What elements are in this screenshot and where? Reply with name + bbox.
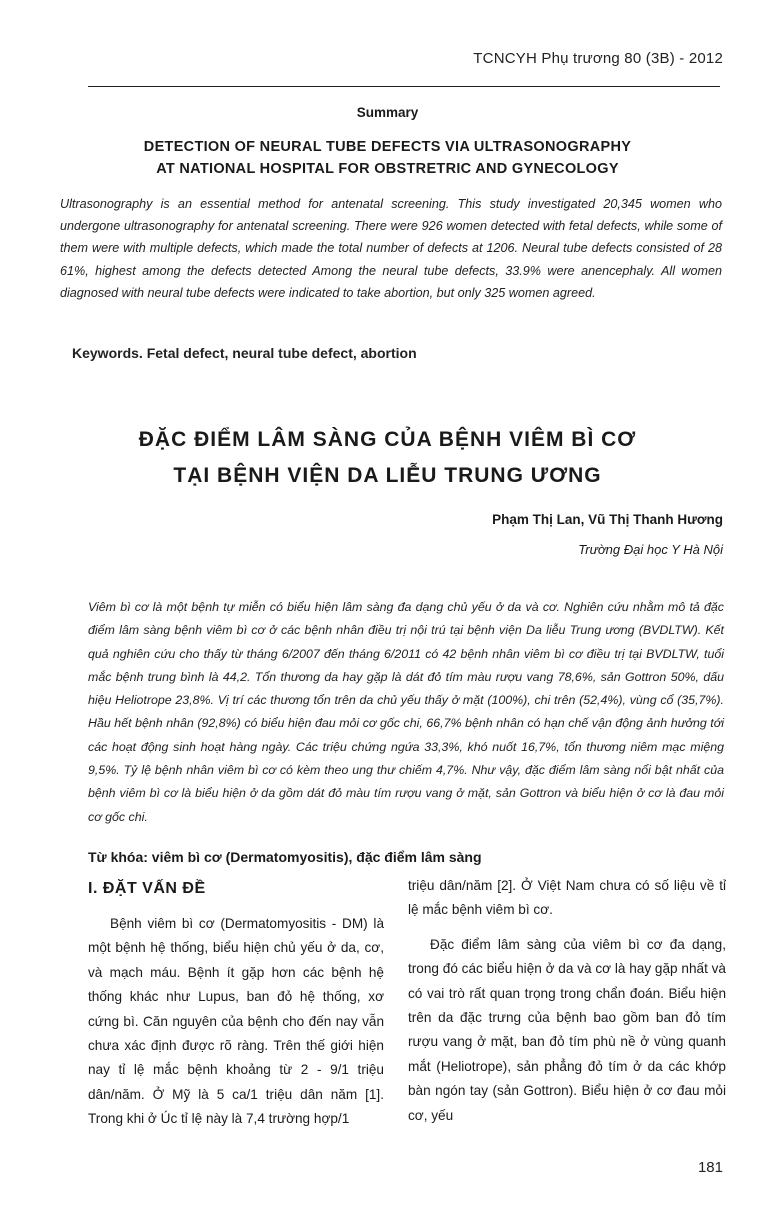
body-column-left xyxy=(88,912,384,1132)
summary-keywords xyxy=(72,345,417,361)
keywords-label: Keywords. xyxy=(72,345,143,361)
body-paragraph: triệu dân/năm [2]. Ở Việt Nam chưa có số liệu về tỉ lệ mắc bệnh viêm bì cơ. xyxy=(408,878,726,918)
summary-title-line-1: DETECTION OF NEURAL TUBE DEFECTS VIA ULTRASONOGRAPHY xyxy=(143,139,632,155)
body-paragraph: Đặc điểm lâm sàng của viêm bì cơ đa dạng, trong đó các biểu hiện ở da và cơ là hay gặp nhất và có vai trò rất quan trọng trong chẩn đoán. Biểu hiện trên da đặc trưng của bệnh bao gồm ban đỏ tím rượu vang ở mặt, ban đỏ tím phù nề ở vùng quanh mắt (Heliotrope), sản phẳng đỏ tím ở da các khớp bàn ngón tay (sản Gottron). Biểu hiện ở cơ đau mỏi cơ, yếu xyxy=(408,936,726,1123)
affiliation: Trường Đại học Y Hà Nội xyxy=(578,542,723,557)
page-number: 181 xyxy=(697,1159,723,1176)
article-title xyxy=(0,422,775,494)
article-keywords: Từ khóa: viêm bì cơ (Dermatomyositis), đặc điểm lâm sàng xyxy=(88,849,482,865)
section-heading: I. ĐẶT VẤN ĐỀ xyxy=(88,880,206,897)
summary-heading: Summary xyxy=(356,105,419,120)
summary-abstract: Ultrasonography is an essential method for antenatal screening. This study investigated 20,345 women who undergone ultrasonography for antenatal screening. There were 926 women detected with fetal defects, while some of them were with multiple defects, which made the total number of defects at 1206. Neural tube defects consisted of 28 61%, highest among the defects detected Among the neural tube defects, 33.9% were anencephaly. All women diagnosed with neural tube defects were indicated to take abortion, but only 325 women agreed. xyxy=(60,197,722,300)
journal-header: TCNCYH Phụ trương 80 (3B) - 2012 xyxy=(473,50,723,67)
authors: Phạm Thị Lan, Vũ Thị Thanh Hương xyxy=(492,512,723,527)
body-column-right xyxy=(408,874,726,1128)
summary-title xyxy=(0,136,775,180)
body-paragraph: Bệnh viêm bì cơ (Dermatomyositis - DM) là một bệnh hệ thống, biểu hiện chủ yếu ở da, cơ, và mạch máu. Bệnh ít gặp hơn các bệnh hệ thống khác như Lupus, ban đỏ hệ thống, xơ cứng bì. Căn nguyên của bệnh cho đến nay vẫn chưa xác định được rõ ràng. Trên thế giới hiện nay tỉ lệ mắc bệnh khoảng từ 2 - 9/1 triệu dân/năm. Ở Mỹ là 5 ca/1 triệu dân năm [1]. Trong khi ở Úc tỉ lệ này là 7,4 trường hợp/1 xyxy=(88,916,384,1127)
article-title-line-1: ĐẶC ĐIỂM LÂM SÀNG CỦA BỆNH VIÊM BÌ CƠ xyxy=(138,428,637,451)
article-abstract: Viêm bì cơ là một bệnh tự miễn có biểu hiện lâm sàng đa dạng chủ yếu ở da và cơ. Nghiên cứu nhằm mô tả đặc điểm lâm sàng bệnh viêm bì cơ ở các bệnh nhân điều trị nội trú tại bệnh viện Da liễu Trung ương (BVDLTW). Kết quả nghiên cứu cho thấy từ tháng 6/2007 đến tháng 6/2011 có 42 bệnh nhân viêm bì cơ điều trị tại BVDLTW, tuổi mắc bệnh trung bình là 44,2. Tổn thương da hay gặp là dát đỏ tím màu rượu vang 78,6%, sản Gottron 50%, dấu hiệu Heliotrope 23,8%. Vị trí các thương tổn trên da chủ yếu thấy ở mặt (100%), chi trên (52,4%), vùng cổ (35,7%). Hầu hết bệnh nhân (92,8%) có biểu hiện đau mỏi cơ gốc chi, 66,7% bệnh nhân có hạn chế vận động ảnh hưởng tới các hoạt động sinh hoạt hàng ngày. Các triệu chứng ngứa 33,3%, khó nuốt 16,7%, tổn thương niêm mạc miệng 9,5%. Tỷ lệ bệnh nhân viêm bì cơ có kèm theo ung thư chiếm 4,7%. Như vậy, đặc điểm lâm sàng nổi bật nhất của bệnh viêm bì cơ là biểu hiện ở da gồm dát đỏ màu tím rượu vang ở mặt, sản Gottron và biểu hiện ở cơ là đau mỏi cơ gốc chi. xyxy=(88,600,724,824)
header-rule xyxy=(88,86,720,87)
article-title-line-2: TẠI BỆNH VIỆN DA LIỄU TRUNG ƯƠNG xyxy=(173,464,602,487)
keywords-text: Fetal defect, neural tube defect, abortion xyxy=(146,345,417,361)
summary-title-line-2: AT NATIONAL HOSPITAL FOR OBSTRETRIC AND GYNECOLOGY xyxy=(156,161,619,177)
